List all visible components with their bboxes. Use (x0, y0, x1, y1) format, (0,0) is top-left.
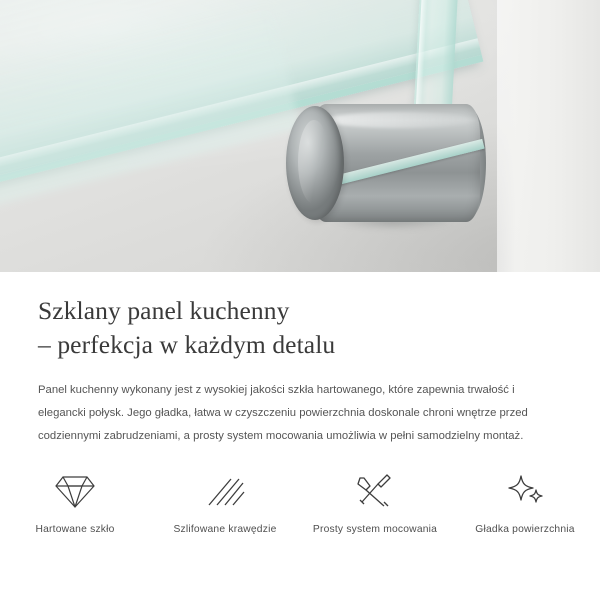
feature-item-smooth-surface (450, 470, 600, 535)
mount-specular-highlight (326, 112, 476, 128)
diamond-icon (4, 470, 146, 514)
headline-line-2: – perfekcja w każdym detalu (38, 329, 336, 359)
hero-product-photo (0, 0, 600, 272)
headline-line-1: Szklany panel kuchenny (38, 296, 290, 325)
feature-item-simple-mounting (300, 470, 450, 535)
feature-item-tempered-glass (0, 470, 150, 535)
mount-front-cap (286, 106, 344, 220)
feature-label: Gładka powierzchnia (475, 524, 575, 535)
text-content-block (0, 272, 600, 448)
wall-corner-edge (497, 0, 600, 272)
feature-item-polished-edges (150, 470, 300, 535)
page-title (0, 272, 600, 361)
polished-edge-lines-icon (154, 470, 296, 514)
feature-label: Szlifowane krawędzie (173, 524, 277, 535)
feature-label: Prosty system mocowania (312, 524, 438, 535)
stainless-steel-standoff-mount (286, 102, 482, 226)
sparkle-shine-icon (454, 470, 596, 514)
feature-list (0, 470, 600, 535)
feature-label: Hartowane szkło (35, 524, 115, 535)
description-paragraph: Panel kuchenny wykonany jest z wysokiej jakości szkła hartowanego, które zapewnia trwałość i elegancki połysk. Jego gładka, łatwa w czyszczeniu powierzchnia doskonale chroni wnętrze przed codziennymi zabrudzeniami, a prosty system mocowania umożliwia w pełni samodzielny montaż. (38, 384, 528, 442)
bottom-spacer (0, 575, 600, 600)
tools-wrench-screwdriver-icon (304, 470, 446, 514)
